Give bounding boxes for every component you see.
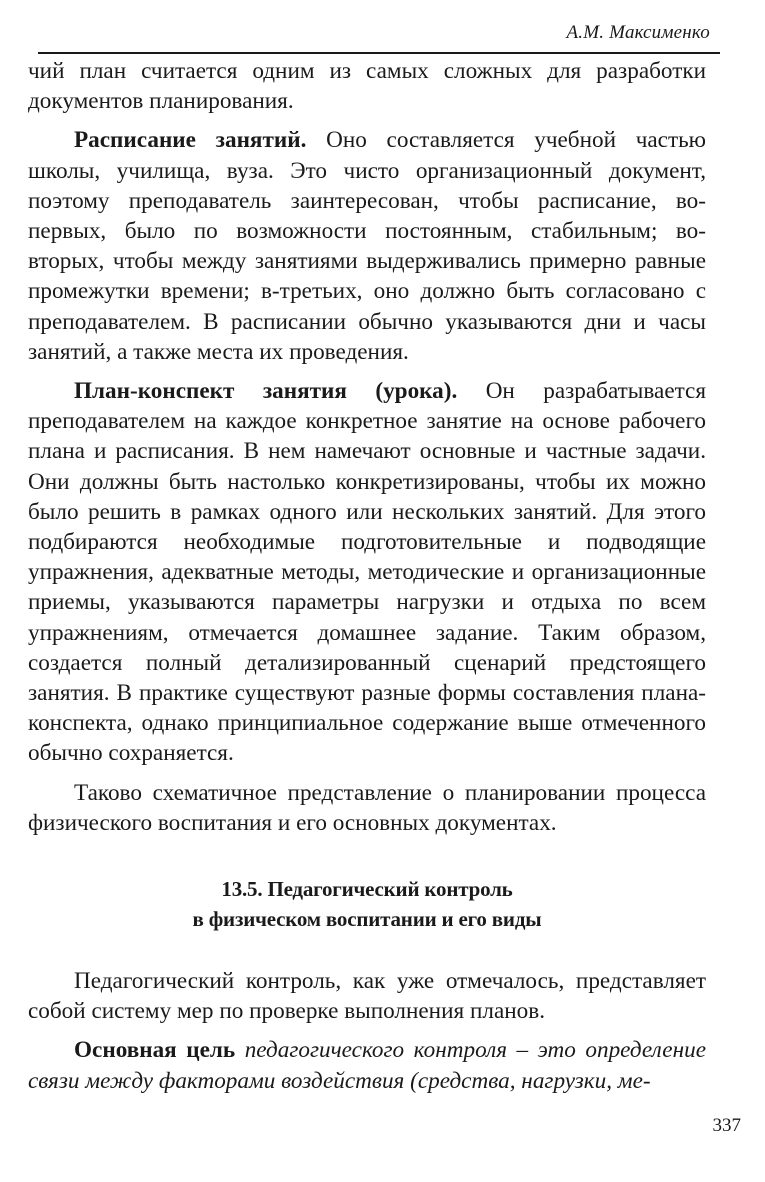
paragraph-summary: Таково схематичное представление о планировании процесса физического воспитания и его основных документах. [28,779,706,836]
term-main-goal: Основная цель [74,1037,236,1064]
section-title-line-2: в физическом воспитании и его виды [192,907,542,932]
main-goal-text: педагогического контроля – это определение связи между факторами воздействия (средства, нагрузки, ме- [28,1037,706,1094]
section-title [28,874,706,934]
paragraph-continuation: чий план считается одним из самых сложных для разработки документов планирования. [28,58,706,115]
lesson-plan-text: Он разрабатывается преподавателем на каждое конкретное занятие на основе рабочего плана и расписания. В нем намечают основные и частные задачи. Они должны быть настолько конкретизированы, чтобы их можно было решить в рамках одного или нескольких занятий. Для этого подбираются необходимые подготовительные и подводящие упражнения, адекватные методы, методические и организационные приемы, указываются параметры нагрузки и отдыха по всем упражнениям, отмечается домашнее задание. Таким образом, создается полный детализированный сценарий предстоящего занятия. В практике существуют разные формы составления плана-конспекта, однако принципиальное содержание выше отмеченного обычно сохраняется. [28,378,706,767]
page-body [28,56,706,1105]
header-rule [38,52,720,54]
paragraph-schedule [28,125,706,367]
page-number: 337 [712,1115,741,1136]
section-title-line-1: 13.5. Педагогический контроль [221,877,513,902]
paragraph-control-intro: Педагогический контроль, как уже отмечалось, представляет собой систему мер по проверке выполнения планов. [28,968,706,1025]
term-schedule: Расписание занятий. [74,127,307,154]
paragraph-lesson-plan [28,376,706,769]
paragraph-main-goal [28,1035,706,1095]
term-lesson-plan: План-конспект занятия (урока). [74,378,458,405]
schedule-text: Оно составляется учебной частью школы, училища, вуза. Это чисто организационный документ, поэтому преподаватель заинтересован, чтобы расписание, во-первых, было по возможности постоянным, стабильным; во-вторых, чтобы между занятиями выдерживались примерно равные промежутки времени; в-третьих, оно должно быть согласовано с преподавателем. В расписании обычно указываются дни и часы занятий, а также места их проведения. [28,127,706,365]
running-head: А.М. Максименко [566,22,710,43]
